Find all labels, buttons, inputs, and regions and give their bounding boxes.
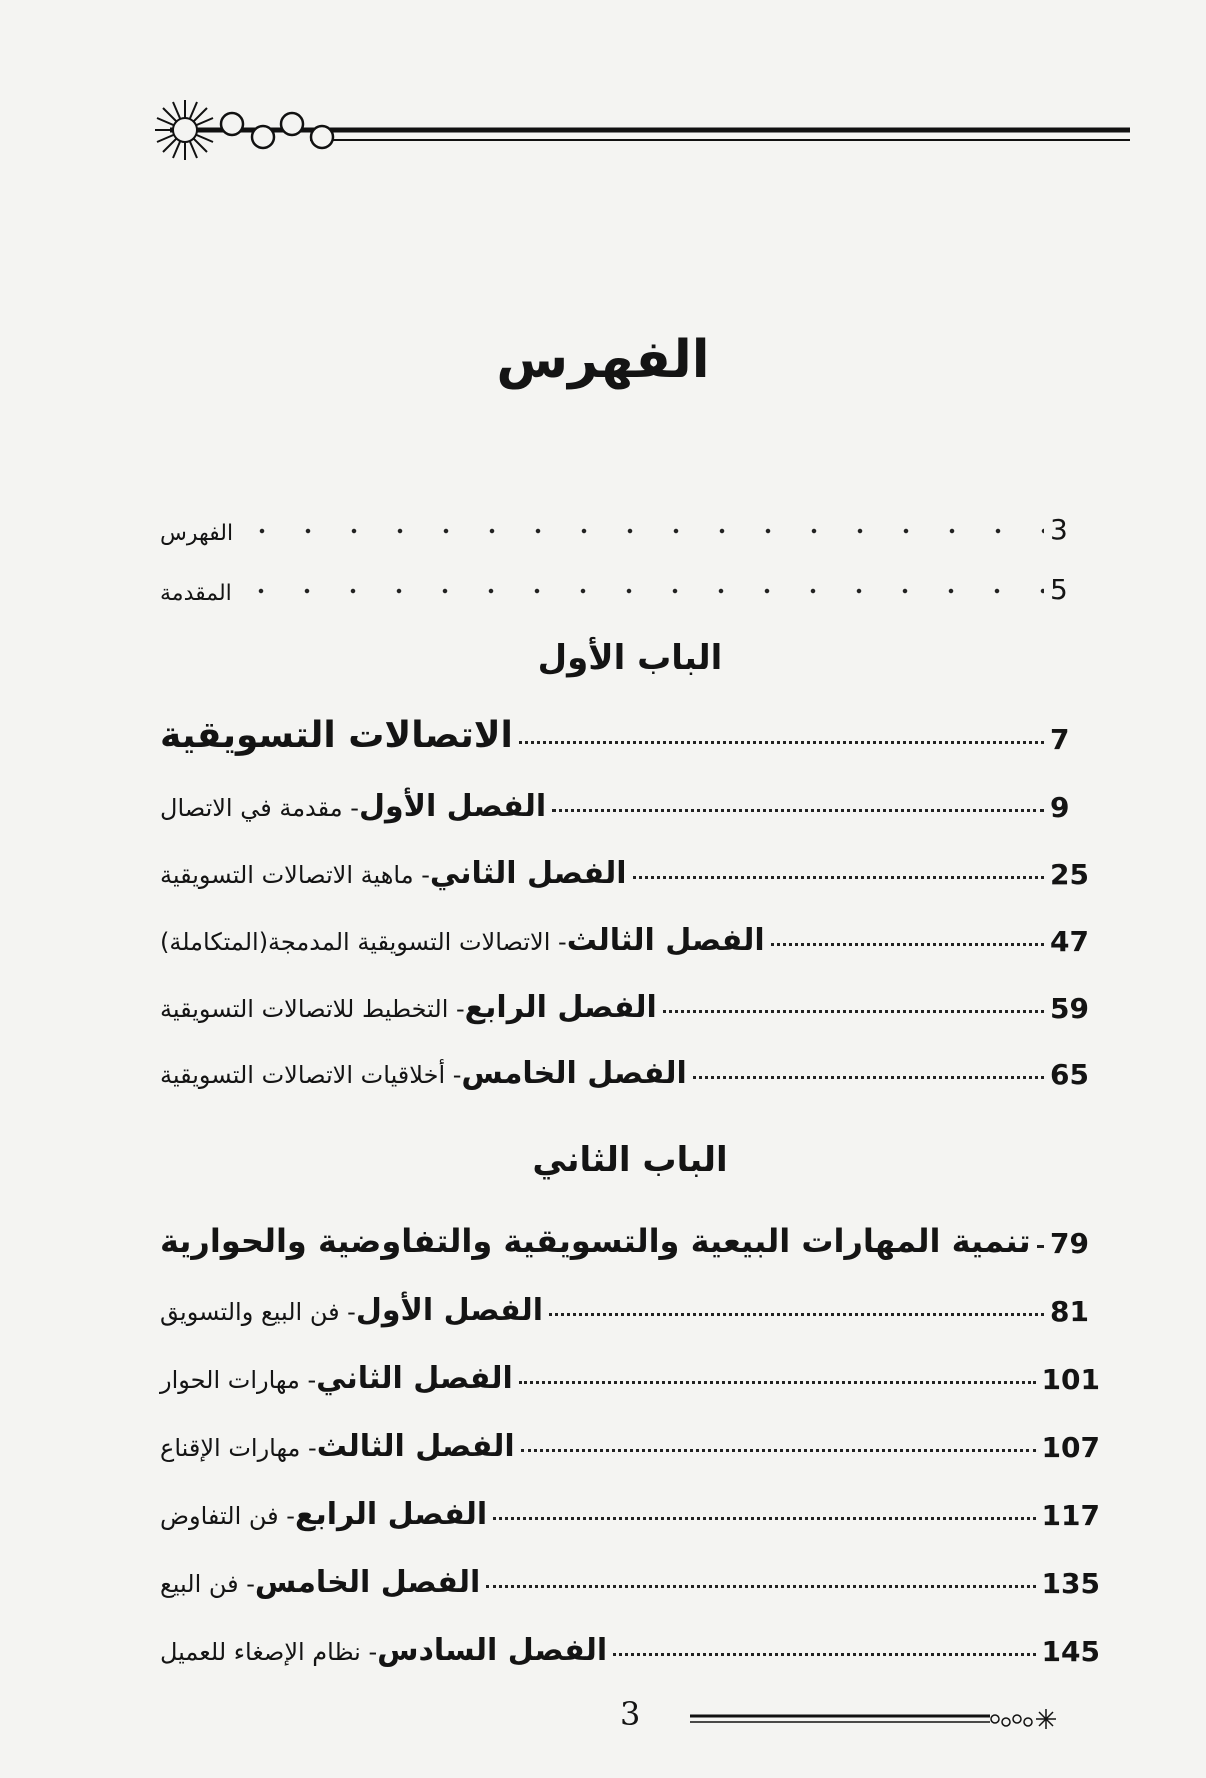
toc-label xyxy=(160,1497,487,1532)
chapter-number: الفصل الرابع xyxy=(294,1497,488,1532)
chapter-title: - فن البيع xyxy=(160,1570,255,1598)
chapter-number: الفصل الثاني xyxy=(429,856,627,891)
footer-ornament xyxy=(690,1705,1100,1731)
dot-leader xyxy=(519,1380,1036,1384)
chapter-number: الفصل الثالث xyxy=(566,923,765,958)
toc-row[interactable] xyxy=(160,910,1100,958)
toc-row[interactable] xyxy=(160,1552,1100,1600)
dot-leader xyxy=(239,524,1044,538)
dot-leader xyxy=(633,875,1045,879)
toc-row[interactable] xyxy=(160,1620,1100,1668)
toc-row[interactable] xyxy=(160,498,1100,546)
toc-page-number: 101 xyxy=(1041,1363,1100,1396)
dot-leader xyxy=(771,942,1044,946)
toc-page-number: 135 xyxy=(1041,1567,1100,1600)
chapter-title: - التخطيط للاتصالات التسويقية xyxy=(160,995,465,1023)
toc-row[interactable] xyxy=(160,776,1100,824)
chapter-number: الفصل الأول xyxy=(358,789,547,824)
dot-leader xyxy=(663,1009,1044,1013)
toc-label xyxy=(160,1293,543,1328)
toc-page-number: 145 xyxy=(1041,1635,1100,1668)
chapter-title: - الاتصالات التسويقية المدمجة(المتكاملة) xyxy=(160,928,567,956)
chapter-title: - مهارات الإقناع xyxy=(160,1434,317,1462)
toc-label xyxy=(160,923,765,958)
chapter-number: الفصل الثالث xyxy=(316,1429,515,1464)
toc-label xyxy=(160,789,546,824)
toc-label: الفهرس xyxy=(160,521,234,546)
chapter-title: - مهارات الحوار xyxy=(160,1366,317,1394)
toc-label xyxy=(160,1565,480,1600)
toc-row[interactable] xyxy=(160,1043,1100,1091)
toc-label xyxy=(160,856,627,891)
chapter-title: - فن البيع والتسويق xyxy=(160,1298,356,1326)
toc-row[interactable] xyxy=(160,708,1100,756)
toc-row[interactable] xyxy=(160,977,1100,1025)
toc-label xyxy=(160,990,657,1025)
dot-leader xyxy=(521,1448,1036,1452)
chapter-number: الفصل الخامس xyxy=(254,1565,481,1600)
chapter-title: - فن التفاوض xyxy=(160,1502,295,1530)
chapter-number: الفصل الخامس xyxy=(461,1056,687,1091)
chapter-title: - ماهية الاتصالات التسويقية xyxy=(160,861,430,889)
chapter-number: الفصل السادس xyxy=(377,1633,608,1668)
toc-row[interactable] xyxy=(160,1348,1100,1396)
dot-leader xyxy=(493,1516,1035,1520)
toc-page-number: 65 xyxy=(1050,1058,1089,1091)
toc-page-number: 25 xyxy=(1050,858,1089,891)
dot-leader xyxy=(613,1652,1035,1656)
toc-page-number: 7 xyxy=(1050,723,1070,756)
toc-page-number: 5 xyxy=(1050,573,1068,606)
chapter-title: - أخلاقيات الاتصالات التسويقية xyxy=(160,1061,462,1089)
toc-page-number: 117 xyxy=(1041,1499,1100,1532)
dot-leader xyxy=(238,584,1044,598)
toc-label xyxy=(160,1361,513,1396)
toc-subject-label: تنمية المهارات البيعية والتسويقية والتفاوضية والحوارية xyxy=(160,1222,1031,1260)
chapter-title: - مقدمة في الاتصال xyxy=(160,794,359,822)
part-heading: الباب الثاني xyxy=(532,1140,728,1180)
toc-page-number: 81 xyxy=(1050,1295,1089,1328)
toc-row[interactable] xyxy=(160,1280,1100,1328)
toc-page-number: 79 xyxy=(1050,1227,1089,1260)
dot-leader xyxy=(552,808,1044,812)
dot-leader xyxy=(549,1312,1044,1316)
chapter-number: الفصل الأول xyxy=(355,1293,544,1328)
part-heading: الباب الأول xyxy=(537,638,723,678)
toc-row[interactable] xyxy=(160,843,1100,891)
toc-label: المقدمة xyxy=(160,581,232,606)
toc-subject-label: الاتصالات التسويقية xyxy=(160,715,513,756)
chapter-number: الفصل الرابع xyxy=(464,990,657,1025)
toc-row[interactable] xyxy=(160,1212,1100,1260)
page-title: الفهرس xyxy=(496,330,710,390)
chapter-number: الفصل الثاني xyxy=(316,1361,513,1396)
toc-label xyxy=(160,1056,687,1091)
toc-row[interactable] xyxy=(160,558,1100,606)
footer-page-number: 3 xyxy=(620,1695,641,1733)
toc-page-number: 9 xyxy=(1050,791,1070,824)
dot-leader xyxy=(693,1075,1044,1079)
toc-label xyxy=(160,1429,515,1464)
chapter-title: - نظام الإصغاء للعميل xyxy=(160,1638,378,1666)
dot-leader xyxy=(1037,1244,1044,1248)
toc-page-number: 107 xyxy=(1041,1431,1100,1464)
toc-page-number: 59 xyxy=(1050,992,1089,1025)
dot-leader xyxy=(486,1584,1035,1588)
toc-page-number: 47 xyxy=(1050,925,1089,958)
toc-page-number: 3 xyxy=(1050,513,1068,546)
dot-leader xyxy=(519,740,1044,744)
header-ornament xyxy=(130,100,1130,170)
toc-row[interactable] xyxy=(160,1416,1100,1464)
toc-row[interactable] xyxy=(160,1484,1100,1532)
toc-label xyxy=(160,1633,607,1668)
